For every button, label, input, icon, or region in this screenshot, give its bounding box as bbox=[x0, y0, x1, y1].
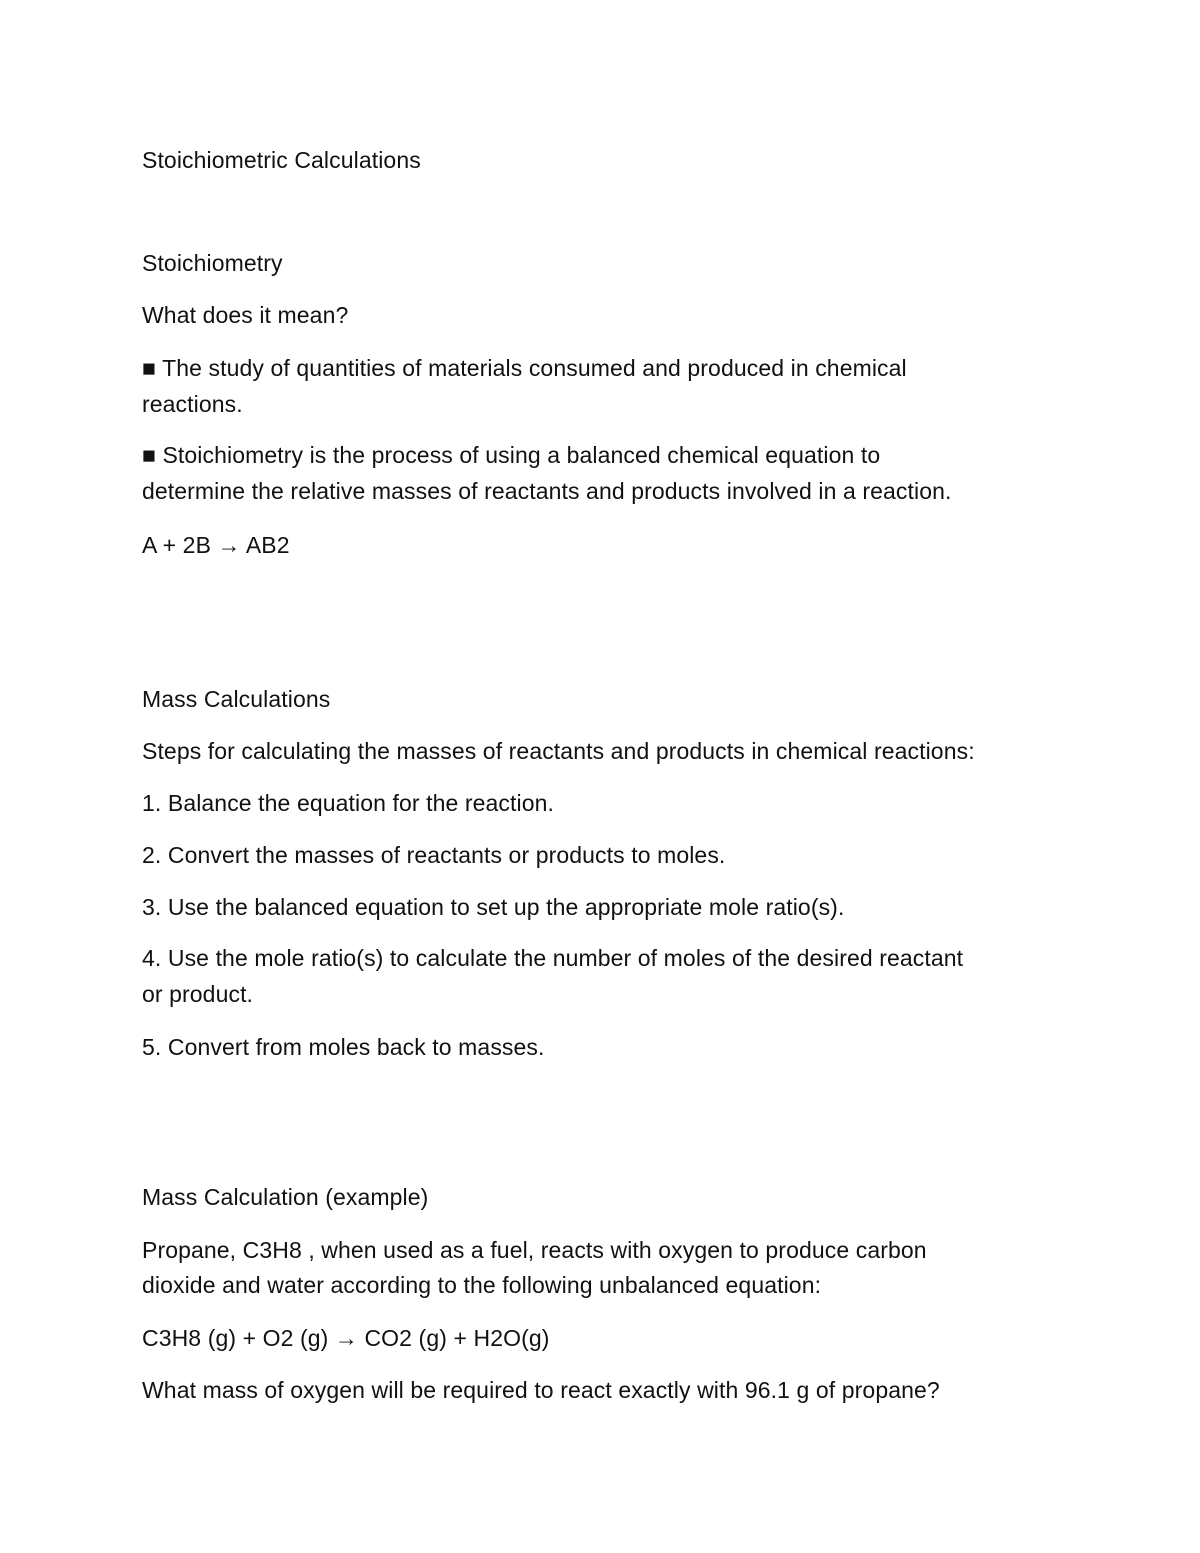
example-paragraph-line-1: Propane, C3H8 , when used as a fuel, reacts with oxygen to produce carbon bbox=[142, 1237, 927, 1263]
step-5: 5. Convert from moles back to masses. bbox=[142, 1034, 545, 1060]
equation-general: A + 2B → AB2 bbox=[142, 532, 290, 558]
equation-propane: C3H8 (g) + O2 (g) → CO2 (g) + H2O(g) bbox=[142, 1325, 550, 1351]
step-3: 3. Use the balanced equation to set up the appropriate mole ratio(s). bbox=[142, 894, 845, 920]
example-paragraph-line-2: dioxide and water according to the following unbalanced equation: bbox=[142, 1272, 822, 1298]
section-heading-example: Mass Calculation (example) bbox=[142, 1184, 429, 1210]
bullet-2-line-2: determine the relative masses of reactants and products involved in a reaction. bbox=[142, 478, 952, 504]
bullet-1-line-1: ■ The study of quantities of materials consumed and produced in chemical bbox=[142, 355, 907, 381]
step-2: 2. Convert the masses of reactants or products to moles. bbox=[142, 842, 726, 868]
document-title: Stoichiometric Calculations bbox=[142, 147, 421, 173]
step-4-line-2: or product. bbox=[142, 981, 254, 1007]
step-1: 1. Balance the equation for the reaction. bbox=[142, 790, 554, 816]
section-heading-mass-calculations: Mass Calculations bbox=[142, 686, 331, 712]
question-what-does-it-mean: What does it mean? bbox=[142, 302, 349, 328]
bullet-2-line-1: ■ Stoichiometry is the process of using a balanced chemical equation to bbox=[142, 442, 881, 468]
bullet-1-line-2: reactions. bbox=[142, 391, 243, 417]
section-heading-stoichiometry: Stoichiometry bbox=[142, 250, 283, 276]
step-4-line-1: 4. Use the mole ratio(s) to calculate the number of moles of the desired reactant bbox=[142, 945, 964, 971]
example-question: What mass of oxygen will be required to react exactly with 96.1 g of propane? bbox=[142, 1377, 940, 1403]
steps-intro: Steps for calculating the masses of reactants and products in chemical reactions: bbox=[142, 738, 975, 764]
